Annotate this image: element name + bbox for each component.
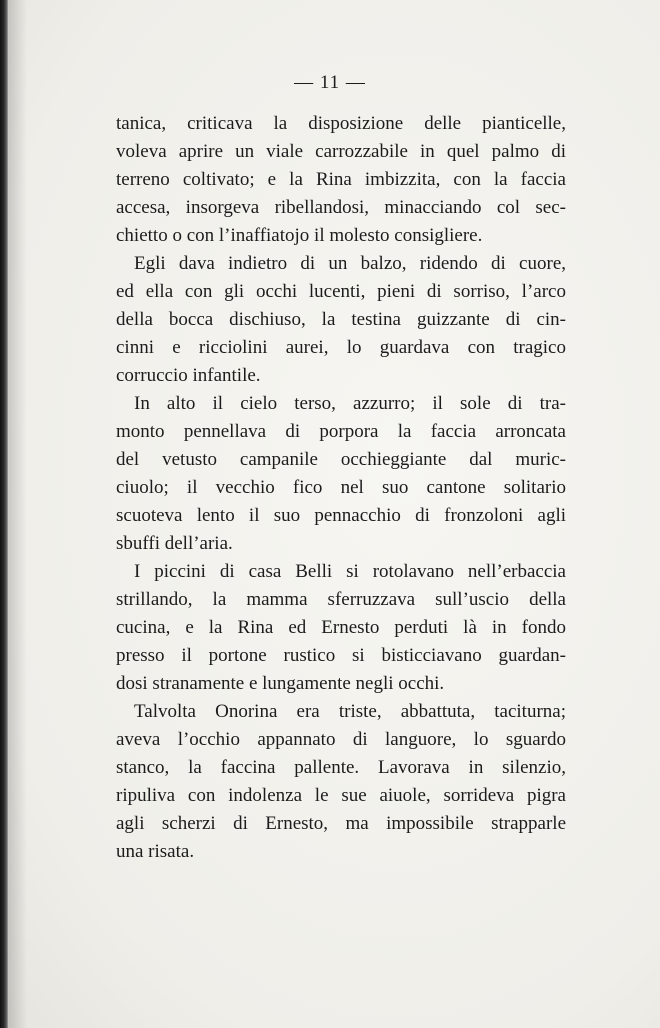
text-line: ripuliva con indolenza le sue aiuole, sorrideva pigra bbox=[116, 785, 566, 806]
text-line: della bocca dischiuso, la testina guizzante di cin- bbox=[116, 309, 566, 330]
text-line: tanica, criticava la disposizione delle pianticelle, bbox=[116, 113, 566, 134]
text-line: scuoteva lento il suo pennacchio di fronzoloni agli bbox=[116, 505, 566, 526]
text-line: agli scherzi di Ernesto, ma impossibile strapparle bbox=[116, 813, 566, 834]
paragraph-first-line: In alto il cielo terso, azzurro; il sole di tra- bbox=[134, 393, 566, 414]
text-line: presso il portone rustico si bisticciavano guardan- bbox=[116, 645, 566, 666]
text-line: corruccio infantile. bbox=[116, 365, 261, 386]
text-line: monto pennellava di porpora la faccia arroncata bbox=[116, 421, 566, 442]
text-line: accesa, insorgeva ribellandosi, minacciando col sec- bbox=[116, 197, 566, 218]
paragraph-first-line: Talvolta Onorina era triste, abbattuta, taciturna; bbox=[134, 701, 566, 722]
paragraph-first-line: I piccini di casa Belli si rotolavano nell’erbaccia bbox=[134, 561, 566, 582]
text-line: ciuolo; il vecchio fico nel suo cantone solitario bbox=[116, 477, 566, 498]
text-line: una risata. bbox=[116, 841, 195, 862]
page-number: — 11 — bbox=[294, 72, 366, 93]
paragraph-first-line: Egli dava indietro di un balzo, ridendo di cuore, bbox=[134, 253, 566, 274]
text-line: ed ella con gli occhi lucenti, pieni di sorriso, l’arco bbox=[116, 281, 566, 302]
text-line: terreno coltivato; e la Rina imbizzita, con la faccia bbox=[116, 169, 566, 190]
text-line: strillando, la mamma sferruzzava sull’uscio della bbox=[116, 589, 566, 610]
text-line: cucina, e la Rina ed Ernesto perduti là in fondo bbox=[116, 617, 566, 638]
text-line: cinni e ricciolini aurei, lo guardava con tragico bbox=[116, 337, 566, 358]
body-text bbox=[116, 110, 566, 866]
text-line: chietto o con l’inaffiatojo il molesto consigliere. bbox=[116, 225, 483, 246]
spine-shadow bbox=[9, 0, 27, 1028]
text-line: stanco, la faccina pallente. Lavorava in silenzio, bbox=[116, 757, 566, 778]
text-line: dosi stranamente e lungamente negli occhi. bbox=[116, 673, 445, 694]
book-spine-edge bbox=[0, 0, 9, 1028]
text-line: voleva aprire un viale carrozzabile in quel palmo di bbox=[116, 141, 566, 162]
text-line: sbuffi dell’aria. bbox=[116, 533, 233, 554]
text-line: del vetusto campanile occhieggiante dal muric- bbox=[116, 449, 566, 470]
text-line: aveva l’occhio appannato di languore, lo sguardo bbox=[116, 729, 566, 750]
